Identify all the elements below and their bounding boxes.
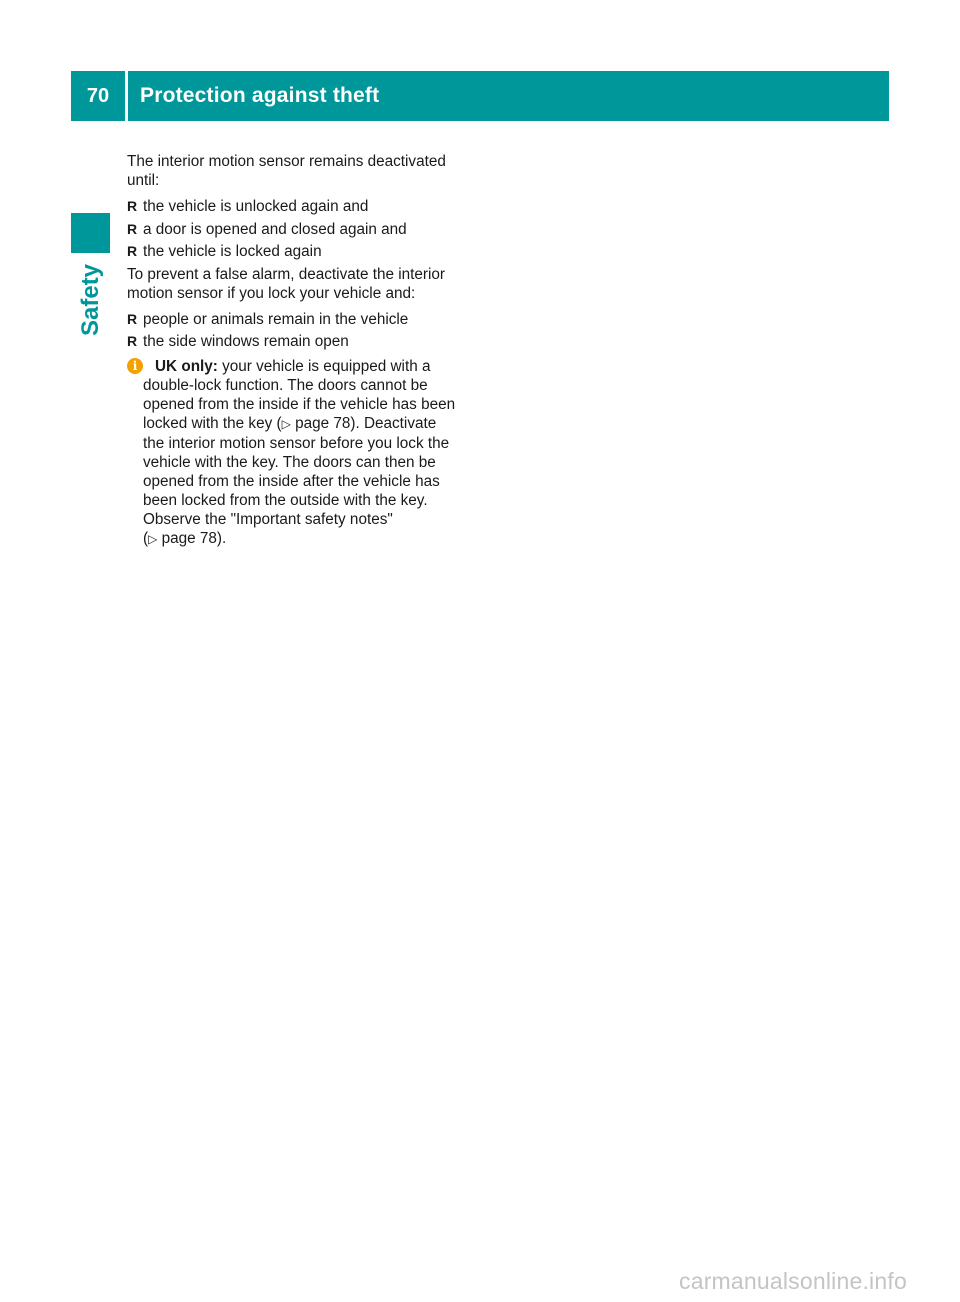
list-item: R the vehicle is locked again — [127, 243, 322, 260]
note-label: UK only: — [155, 358, 218, 375]
main-content — [127, 152, 467, 549]
bullet-icon: R — [127, 220, 138, 237]
bullet-icon: R — [127, 198, 138, 214]
page-number: 70 — [86, 84, 110, 107]
intro-paragraph: The interior motion sensor remains deactivated until: — [127, 153, 446, 189]
list-item: R people or animals remain in the vehicle — [127, 310, 409, 328]
bullet-icon: R — [127, 243, 138, 259]
list-item: R the side windows remain open — [127, 333, 349, 350]
section-label: Safety — [77, 263, 104, 336]
list-item: R the vehicle is unlocked again and — [127, 198, 369, 215]
watermark: carmanualsonline.info — [679, 1268, 907, 1294]
page-reference-link[interactable]: page 78). Deactivate — [295, 415, 437, 432]
page-reference-arrow-icon: ▷ — [148, 532, 158, 546]
header-divider — [125, 71, 128, 121]
page-title: Protection against theft — [140, 84, 380, 107]
prevent-list — [127, 310, 467, 352]
note-text: UK only: your vehicle is equipped with a — [155, 358, 431, 375]
until-list — [127, 197, 467, 261]
info-icon: i — [127, 358, 143, 374]
list-item: R a door is opened and closed again and — [127, 220, 407, 238]
bullet-icon: R — [127, 310, 138, 327]
bullet-icon: R — [127, 333, 138, 349]
prevent-paragraph: To prevent a false alarm, deactivate the interior motion sensor if you lock your vehicle and: — [127, 265, 446, 302]
page-reference-link[interactable]: page 78). — [161, 530, 227, 547]
page-reference-arrow-icon: ▷ — [281, 417, 291, 431]
info-note: i UK only: your vehicle is equipped with a double-lock function. The doors cannot be opened from the inside if the vehicle has been locked with the key (▷ page 78). Deactivate the interior motion sensor before you lock the vehicle with the key. The doors can then be opened from the inside after the vehicle has been locked from the outside with the key. Observe the "Important safety notes" (▷ page 78). — [127, 357, 467, 549]
